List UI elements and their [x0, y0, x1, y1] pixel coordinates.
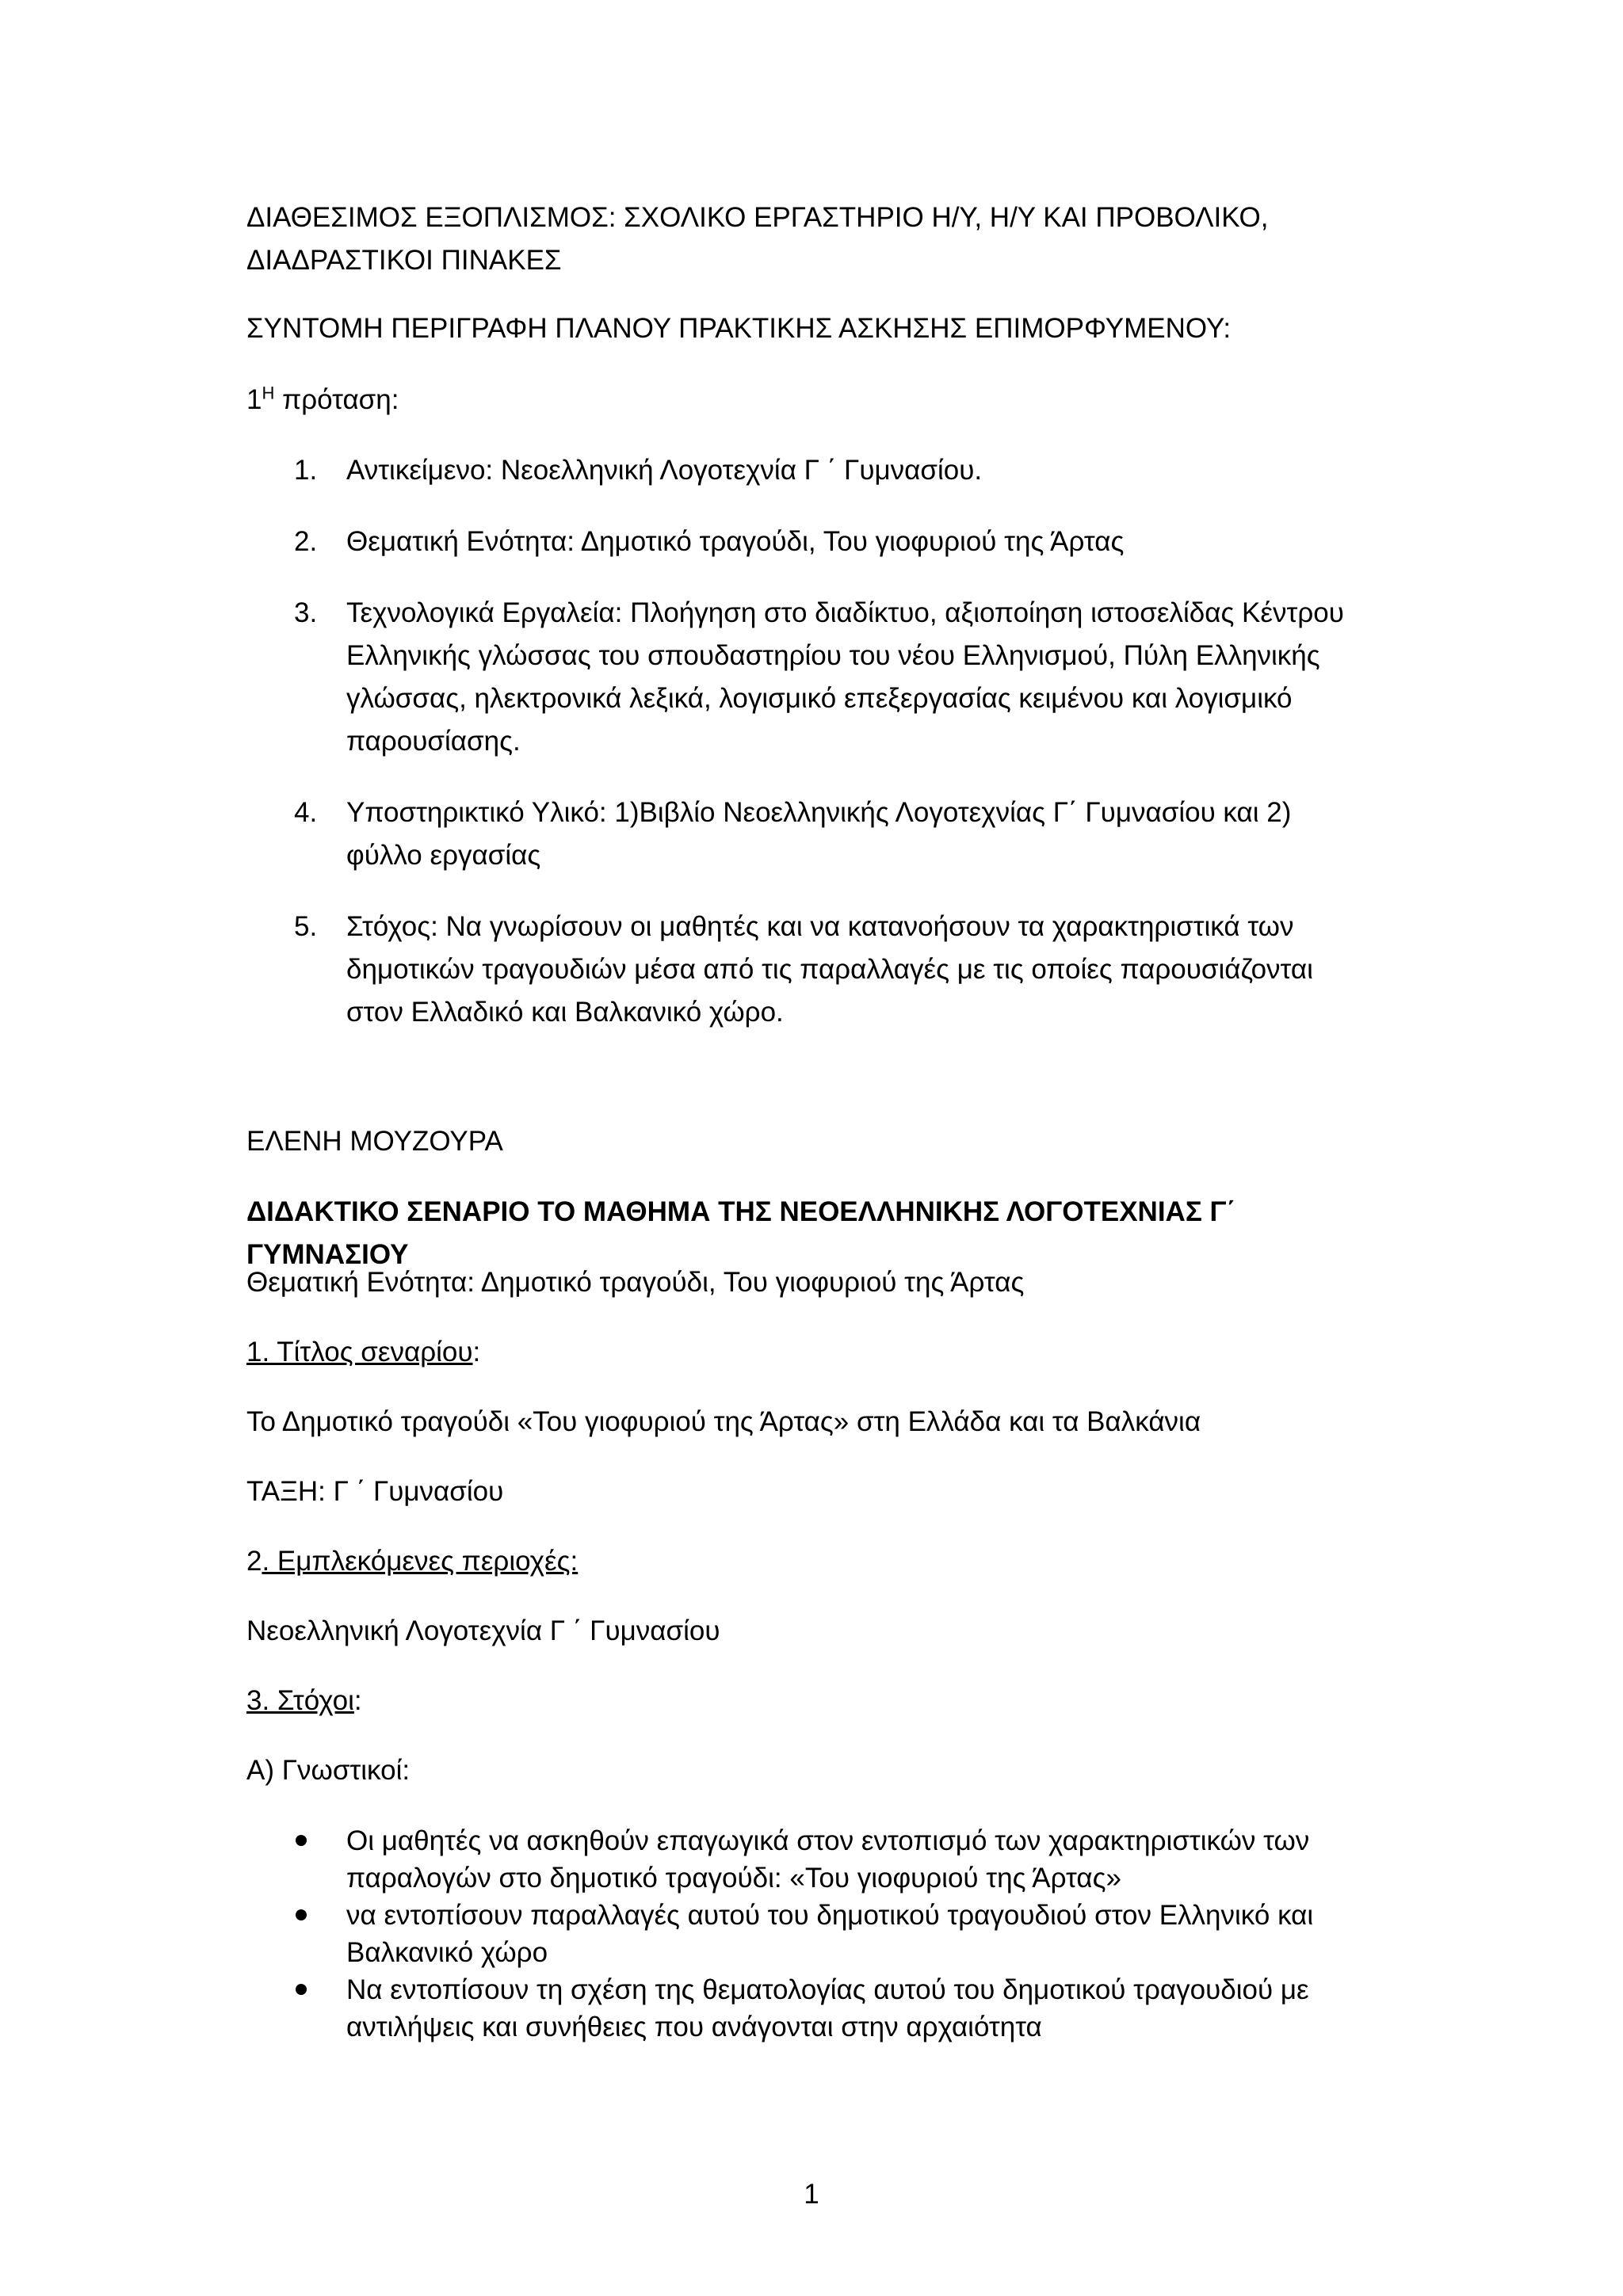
cognitive-goals-list [246, 1822, 1372, 2046]
list-text: Οι μαθητές να ασκηθούν επαγωγικά στον εντοπισμό των χαρακτηριστικών των παραλογών στο δημοτικό τραγούδι: «Του γιοφυριού της Άρτας» [346, 1825, 1310, 1894]
list-item [246, 521, 1372, 563]
scenario-name: Το Δημοτικό τραγούδι «Του γιοφυριού της Άρτας» στη Ελλάδα και τα Βαλκάνια [246, 1406, 1201, 1437]
section-2-title: . Εμπλεκόμενες περιοχές: [262, 1546, 579, 1577]
proposal-label: πρόταση: [274, 384, 399, 415]
page-number: 1 [804, 2179, 819, 2210]
list-item [246, 906, 1372, 1034]
equipment-line: ΔΙΑΘΕΣΙΜΟΣ ΕΞΟΠΛΙΣΜΟΣ: ΣΧΟΛΙΚΟ ΕΡΓΑΣΤΗΡΙΟ Η/Υ, Η/Υ ΚΑΙ ΠΡΟΒΟΛΙΚΟ, ΔΙΑΔΡΑΣΤΙΚΟΙ ΠΙΝΑΚΕΣ [246, 202, 1269, 276]
class-line: ΤΑΞΗ: Γ ΄ Γυμνασίου [246, 1476, 504, 1507]
list-item [246, 449, 1372, 492]
list-item [246, 1971, 1372, 2046]
list-number: 3. [294, 597, 318, 628]
list-item [246, 1897, 1372, 1971]
bullet-icon [296, 1835, 307, 1846]
section-3-title: 3. Στόχοι [246, 1685, 354, 1716]
list-text: Αντικείμενο: Νεοελληνική Λογοτεχνία Γ ΄ Γυμνασίου. [346, 455, 983, 486]
list-item [246, 592, 1372, 763]
involved-areas: Νεοελληνική Λογοτεχνία Γ ΄ Γυμνασίου [246, 1615, 720, 1646]
list-text: Να εντοπίσουν τη σχέση της θεματολογίας αυτού του δημοτικού τραγουδιού με αντιλήψεις και συνήθειες που ανάγονται στην αρχαιότητα [346, 1974, 1309, 2042]
list-text: να εντοπίσουν παραλλαγές αυτού του δημοτικού τραγουδιού στον Ελληνικό και Βαλκανικό χώρο [346, 1900, 1314, 1968]
section-1-heading: 1. Τίτλος σεναρίου: [246, 1337, 481, 1367]
proposal-number: 1 [246, 384, 262, 415]
author-name: ΕΛΕΝΗ ΜΟΥΖΟΥΡΑ [246, 1126, 503, 1157]
list-number: 4. [294, 797, 318, 828]
list-text: Στόχος: Να γνωρίσουν οι μαθητές και να κατανοήσουν τα χαρακτηριστικά των δημοτικών τραγουδιών μέσα από τις παραλλαγές με τις οποίες παρουσιάζονται στον Ελλαδικό και Βαλκανικό χώρο. [346, 911, 1313, 1028]
scenario-title: ΔΙΔΑΚΤΙΚΟ ΣΕΝΑΡΙΟ ΤΟ ΜΑΘΗΜΑ ΤΗΣ ΝΕΟΕΛΛΗΝΙΚΗΣ ΛΟΓΟΤΕΧΝΙΑΣ Γ΄ ΓΥΜΝΑΣΙΟΥ [246, 1196, 1236, 1270]
list-text: Θεματική Ενότητα: Δημοτικό τραγούδι, Του γιοφυριού της Άρτας [346, 526, 1125, 557]
list-number: 1. [294, 455, 318, 486]
section-2-heading: 2. Εμπλεκόμενες περιοχές: [246, 1546, 579, 1577]
bullet-icon [296, 1984, 307, 1995]
proposal-heading [246, 379, 1372, 421]
plan-heading: ΣΥΝΤΟΜΗ ΠΕΡΙΓΡΑΦΗ ΠΛΑΝΟΥ ΠΡΑΚΤΙΚΗΣ ΑΣΚΗΣΗΣ ΕΠΙΜΟΡΦΥΜΕΝΟΥ: [246, 313, 1232, 344]
proposal-superscript: Η [262, 383, 275, 403]
section-3-heading: 3. Στόχοι: [246, 1685, 362, 1716]
section-1-title: 1. Τίτλος σεναρίου [246, 1337, 473, 1367]
proposal-list [246, 449, 1372, 1062]
list-number: 2. [294, 526, 318, 557]
list-text: Τεχνολογικά Εργαλεία: Πλοήγηση στο διαδίκτυο, αξιοποίηση ιστοσελίδας Κέντρου Ελληνικής γλώσσας του σπουδαστηρίου του νέου Ελληνισμού, Πύλη Ελληνικής γλώσσας, ηλεκτρονικά λεξικά, λογισμικό επεξεργασίας κειμένου και λογισμικό παρουσίασης. [346, 597, 1344, 757]
list-item [246, 1822, 1372, 1897]
list-number: 5. [294, 911, 318, 942]
list-text: Υποστηρικτικό Υλικό: 1)Βιβλίο Νεοελληνικής Λογοτεχνίας Γ΄ Γυμνασίου και 2) φύλλο εργασίας [346, 797, 1292, 871]
cognitive-heading: Α) Γνωστικοί: [246, 1755, 411, 1786]
bullet-icon [296, 1909, 307, 1920]
list-item [246, 791, 1372, 877]
thematic-unit: Θεματική Ενότητα: Δημοτικό τραγούδι, Του γιοφυριού της Άρτας [246, 1267, 1025, 1298]
